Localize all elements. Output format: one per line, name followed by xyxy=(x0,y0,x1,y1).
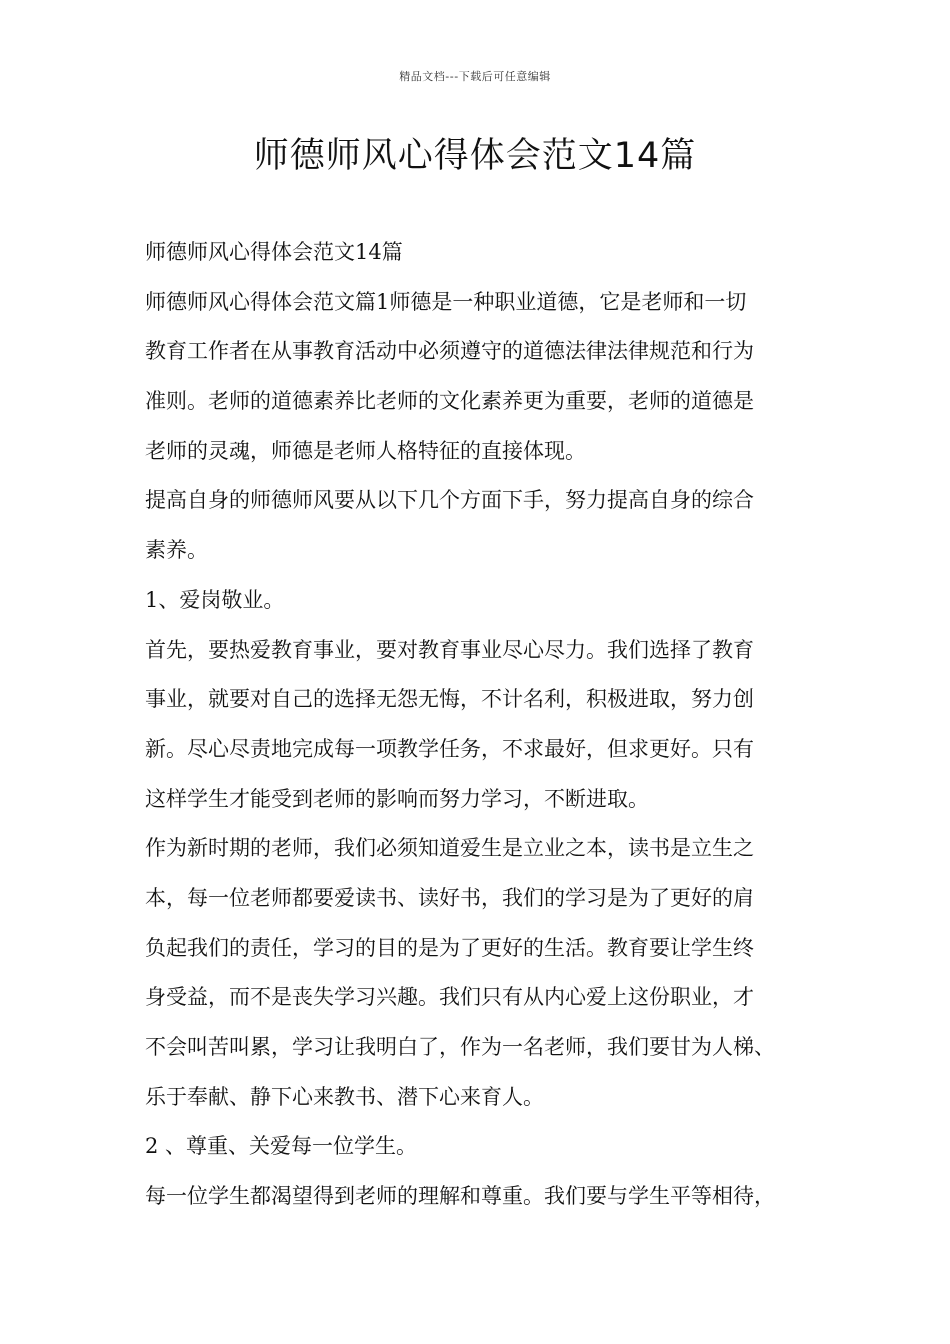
text-line: 2 、尊重、关爱每一位学生。 xyxy=(145,1134,418,1159)
text-line: 准则。老师的道德素养比老师的文化素养更为重要，老师的道德是 xyxy=(145,389,754,414)
text-line: 师德师风心得体会范文14篇 xyxy=(145,240,403,264)
text-line: 负起我们的责任，学习的目的是为了更好的生活。教育要让学生终 xyxy=(145,935,754,960)
text-line: 首先，要热爱教育事业，要对教育事业尽心尽力。我们选择了教育 xyxy=(145,637,754,662)
text-line: 身受益，而不是丧失学习兴趣。我们只有从内心爱上这份职业，才 xyxy=(145,985,754,1010)
text-line: 事业，就要对自己的选择无怨无悔，不计名利，积极进取，努力创 xyxy=(145,687,754,712)
page-title: 师德师风心得体会范文14篇 xyxy=(253,136,697,176)
text-line: 教育工作者在从事教育活动中必须遵守的道德法律法律规范和行为 xyxy=(145,339,754,364)
text-line: 作为新时期的老师，我们必须知道爱生是立业之本，读书是立生之 xyxy=(145,836,754,861)
text-line: 乐于奉献、静下心来教书、潜下心来育人。 xyxy=(145,1084,544,1109)
body-text xyxy=(145,228,835,1222)
text-line: 本，每一位老师都要爱读书、读好书，我们的学习是为了更好的肩 xyxy=(145,885,754,910)
header-note: 精品文档---下载后可任意编辑 xyxy=(399,70,551,83)
text-line: 老师的灵魂，师德是老师人格特征的直接体现。 xyxy=(145,438,586,463)
text-line: 每一位学生都渴望得到老师的理解和尊重。我们要与学生平等相待， xyxy=(145,1184,775,1209)
text-line: 不会叫苦叫累，学习让我明白了，作为一名老师，我们要甘为人梯、 xyxy=(145,1035,775,1059)
text-line: 提高自身的师德师风要从以下几个方面下手，努力提高自身的综合 xyxy=(145,488,754,513)
text-line: 师德师风心得体会范文篇1师德是一种职业道德，它是老师和一切 xyxy=(145,289,747,314)
text-line: 这样学生才能受到老师的影响而努力学习，不断进取。 xyxy=(145,786,649,811)
text-line: 新。尽心尽责地完成每一项教学任务，不求最好，但求更好。只有 xyxy=(145,736,754,761)
text-line: 素养。 xyxy=(145,538,208,563)
text-line: 1、爱岗敬业。 xyxy=(145,587,285,612)
